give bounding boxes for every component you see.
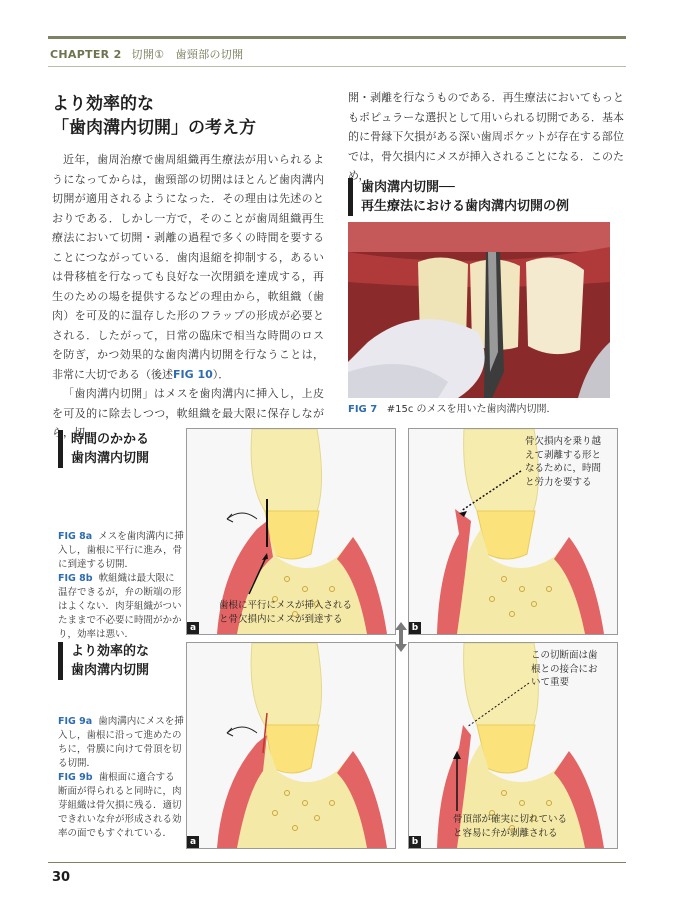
fig9b-caption (58, 771, 184, 841)
chapter-number: CHAPTER 2 (50, 48, 122, 61)
section-title-efficient (58, 642, 149, 680)
fig9a-panel (186, 642, 396, 849)
section-title-photo (348, 178, 569, 216)
page-number: 30 (52, 870, 71, 885)
body-paragraph-2: 「歯肉溝内切開」はメスを歯肉溝内に挿入し，上皮を可及的に除去しつつ，軟組織を最大限に保存しながら，切 (52, 387, 324, 439)
fig9b-text: 歯根面に適合する断面が得られると同時に，肉芽組織は骨欠損に残る．適切できれいな弁が形成される効率の面でもすぐれている． (58, 772, 182, 839)
body-paragraph-1-text: 近年，歯周治療で歯周組織再生療法が用いられるようになってからは，歯頸部の切開はほとんど歯肉溝内切開が適用されるようになった．その理由は先述のとおりである．しかし一方で，そのことが歯周組織再生療法において切開・剥離の過程で多くの時間を要することにつながっている．歯肉退縮を抑制する，あるいは骨移植を行なっても良好な一次閉鎖を達成する，再生のための場を提供するなどの理由から，軟組織（歯肉）を可及的に温存した形のフラップの形成が必要とされる．したがって，日常の臨床で相当な時間のロスを防ぎ，かつ効果的な歯肉溝内切開を行なうことは，非常に大切である（後述 (52, 153, 324, 381)
main-heading-line2: 「歯肉溝内切開」の考え方 (52, 118, 256, 138)
section-title-time-line2: 歯肉溝内切開 (71, 451, 150, 466)
fig9b-annotation-bottom: 骨頂部が確実に切れている と容易に弁が剥離される (453, 814, 568, 839)
fig8b-annotation: 骨欠損内を乗り越 えて剥離する形と なるために，時間 と労力を要する (525, 436, 602, 488)
fig8b-panel (408, 428, 618, 635)
fig8b-text: 軟組織は最大限に温存できるが，弁の断端の形はよくない．肉芽組織がついたままで不必要に時間がかかり，効率は悪い． (58, 573, 182, 640)
fig8b-caption (58, 572, 184, 642)
double-arrow-icon (394, 622, 408, 652)
fig9a-tag: a (187, 836, 199, 848)
header-divider (48, 66, 626, 67)
body-right-column (348, 88, 624, 186)
fig8a-text: メスを歯肉溝内に挿入し，歯根に平行に進み，骨に到達する切開． (58, 531, 184, 570)
fig8a-annotation: 歯根に平行にメスが挿入される と骨欠損内にメスが到達する (219, 600, 353, 625)
fig9b-tag: b (409, 836, 421, 848)
section-title-photo-line1: 歯肉溝内切開── (361, 180, 455, 195)
bottom-rule (48, 862, 626, 863)
clinical-photo-illustration (348, 222, 610, 398)
fig10-reference: FIG 10 (173, 367, 213, 381)
body-paragraph-1 (52, 150, 324, 384)
section-title-efficient-line2: 歯肉溝内切開 (71, 663, 150, 678)
chapter-header (50, 46, 243, 62)
fig9b-annotation-top: この切断面は歯 根との接合にお いて重要 (531, 650, 598, 688)
fig8a-panel (186, 428, 396, 635)
section-title-time-line1: 時間のかかる (71, 432, 150, 447)
section-title-time (58, 430, 149, 468)
fig8a-caption (58, 530, 184, 572)
fig9-caption (58, 715, 184, 841)
top-rule (48, 36, 626, 39)
fig8a-tag: a (187, 622, 199, 634)
main-heading (52, 92, 256, 140)
fig9a-diagram (187, 643, 395, 848)
body-paragraph-3: 開・剥離を行なうものである．再生療法においてもっともポピュラーな選択として用いられる切開である．基本的に骨縁下欠損がある深い歯周ポケットが存在する部位では，骨欠損内にメスが挿入されることになる．このため， (348, 91, 624, 182)
fig8b-tag: b (409, 622, 421, 634)
chapter-section: 切開① 歯頸部の切開 (131, 48, 244, 61)
fig7-text: #15c のメスを用いた歯肉溝内切開． (386, 404, 557, 415)
fig8-caption (58, 530, 184, 642)
fig9a-label: FIG 9a (58, 716, 93, 727)
fig7-caption (348, 402, 557, 417)
fig8b-label: FIG 8b (58, 573, 93, 584)
main-heading-line1: より効率的な (52, 94, 154, 114)
section-title-photo-line2: 再生療法における歯肉溝内切開の例 (361, 199, 570, 214)
fig9b-label: FIG 9b (58, 772, 93, 783)
body-paragraph-1-end: ）． (212, 367, 230, 381)
section-title-efficient-line1: より効率的な (71, 644, 150, 659)
fig9a-caption (58, 715, 184, 771)
fig9b-panel (408, 642, 618, 849)
fig8a-label: FIG 8a (58, 531, 93, 542)
fig9a-text: 歯肉溝内にメスを挿入し，歯根に沿って進めたのちに，骨膜に向けて骨頂を切る切開． (58, 716, 184, 769)
body-left-column (52, 150, 324, 443)
fig7-label: FIG 7 (348, 404, 378, 415)
clinical-photo (348, 222, 610, 398)
